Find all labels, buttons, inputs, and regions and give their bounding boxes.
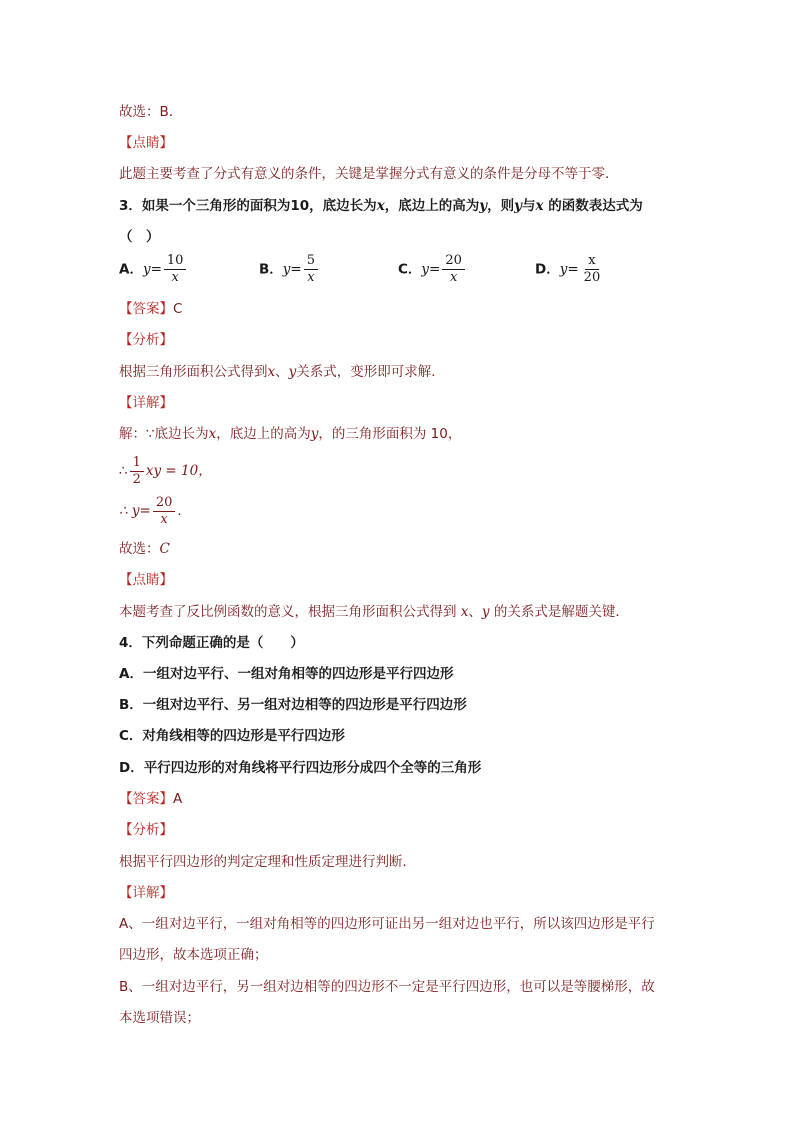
q3-part: ，底边上的高为 [384, 198, 480, 214]
denominator: 2 [132, 471, 141, 487]
text-line: 本选项错误； [119, 1010, 200, 1026]
numerator: x [585, 253, 598, 270]
option-a: A．一组对边平行、一组对角相等的四边形是平行四边形 [119, 666, 454, 682]
text-part: 关系式，变形即可求解． [296, 364, 445, 380]
text-line [119, 602, 629, 622]
option-b: B．一组对边平行、另一组对边相等的四边形是平行四边形 [119, 697, 467, 713]
section-heading: 【分析】 [119, 822, 173, 838]
text-part: 解：∵底边长为 [119, 426, 209, 442]
q3-part: 的函数表达式为 [543, 198, 643, 214]
denominator: x [160, 511, 168, 527]
question-4: 4．下列命题正确的是（ ） [119, 635, 304, 651]
answer-value: C [159, 541, 170, 557]
options-3 [119, 253, 679, 293]
option-d: D．平行四边形的对角线将平行四边形分成四个全等的三角形 [119, 760, 482, 776]
option-lhs: y= [142, 261, 162, 278]
var-y: y [481, 604, 490, 620]
text-line: 四边形，故本选项正确； [119, 947, 268, 963]
section-heading: 【详解】 [119, 885, 173, 901]
section-heading: 【答案】 [119, 791, 173, 807]
denominator: x [171, 270, 179, 285]
text-line: A、一组对边平行，一组对角相等的四边形可证出另一组对边也平行，所以该四边形是平行 [119, 916, 655, 932]
q3-part: 3．如果一个三角形的面积为10，底边长为 [119, 198, 377, 214]
var-x: x [208, 426, 217, 442]
numerator: 20 [153, 495, 176, 512]
var-x: x [267, 364, 276, 380]
option-label: C． [398, 261, 422, 278]
fraction [153, 495, 176, 528]
option-c: C．对角线相等的四边形是平行四边形 [119, 728, 345, 744]
option-label: D． [535, 261, 560, 278]
text-line: 此题主要考查了分式有意义的条件，关键是掌握分式有意义的条件是分母不等于零． [119, 166, 619, 182]
fraction [442, 253, 465, 286]
equation-1 [119, 453, 212, 489]
option-lhs: y= [282, 261, 302, 278]
section-heading: 【详解】 [119, 395, 173, 411]
var-y: y [310, 426, 319, 442]
section-heading: 【答案】 [119, 301, 173, 317]
var-x: x [376, 198, 385, 214]
answer-value: C [173, 301, 183, 317]
text-part: 的关系式是解题关键． [493, 604, 629, 620]
answer-line-3 [119, 299, 182, 319]
text-part: ，底边上的高为 [216, 426, 311, 442]
var-y: y [288, 364, 297, 380]
fraction [581, 253, 604, 286]
text-part: 、 [275, 364, 289, 380]
answer-line-4 [119, 789, 182, 809]
numerator: 20 [442, 253, 465, 270]
text-part: 根据三角形面积公式得到 [119, 364, 268, 380]
fraction [164, 253, 187, 286]
text-part: 、 [468, 604, 482, 620]
numerator: 5 [304, 253, 318, 270]
equation-rest: xy = 10， [145, 463, 212, 479]
denominator: x [449, 270, 458, 285]
text-line: B、一组对边平行，另一组对边相等的四边形不一定是平行四边形，也可以是等腰梯形，故 [119, 979, 655, 995]
text-line [119, 539, 170, 559]
q3-part: ，则 [487, 198, 515, 214]
option-c [398, 253, 467, 286]
q3-part: 与 [521, 198, 536, 214]
option-d [535, 253, 605, 286]
section-heading: 【点睛】 [119, 572, 173, 588]
var-x: x [535, 198, 544, 214]
question-3 [119, 196, 643, 216]
question-3-paren: （ ） [119, 229, 160, 245]
equation-lhs: ∴ y= [119, 503, 151, 519]
section-heading: 【点睛】 [119, 135, 173, 151]
option-label: A． [119, 261, 143, 278]
text-line [119, 424, 461, 444]
var-y: y [479, 198, 488, 214]
option-lhs: y= [559, 261, 579, 278]
option-b [259, 253, 320, 286]
text-line [119, 362, 445, 382]
text-line: 根据平行四边形的判定定理和性质定理进行判断． [119, 854, 416, 870]
option-label: B． [259, 261, 283, 278]
fraction [304, 253, 318, 286]
denominator: 20 [583, 270, 601, 285]
equation-2 [119, 493, 191, 529]
option-lhs: y= [421, 261, 441, 278]
text-part: 本题考查了反比例函数的意义，根据三角形面积公式得到 [119, 604, 457, 620]
var-y: y [514, 198, 522, 214]
text-part: ，的三角形面积为 10， [318, 426, 462, 442]
text-line: 故选：B． [119, 104, 183, 120]
denominator: x [307, 270, 315, 285]
numerator: 1 [130, 455, 144, 472]
section-heading: 【分析】 [119, 332, 173, 348]
fraction [130, 455, 144, 488]
option-a [119, 253, 188, 286]
therefore-sign: ∴ [119, 463, 128, 479]
text-part: 故选： [119, 541, 160, 557]
numerator: 10 [164, 253, 187, 270]
var-x: x [460, 604, 469, 620]
period: ． [177, 503, 191, 519]
answer-value: A [173, 791, 183, 807]
